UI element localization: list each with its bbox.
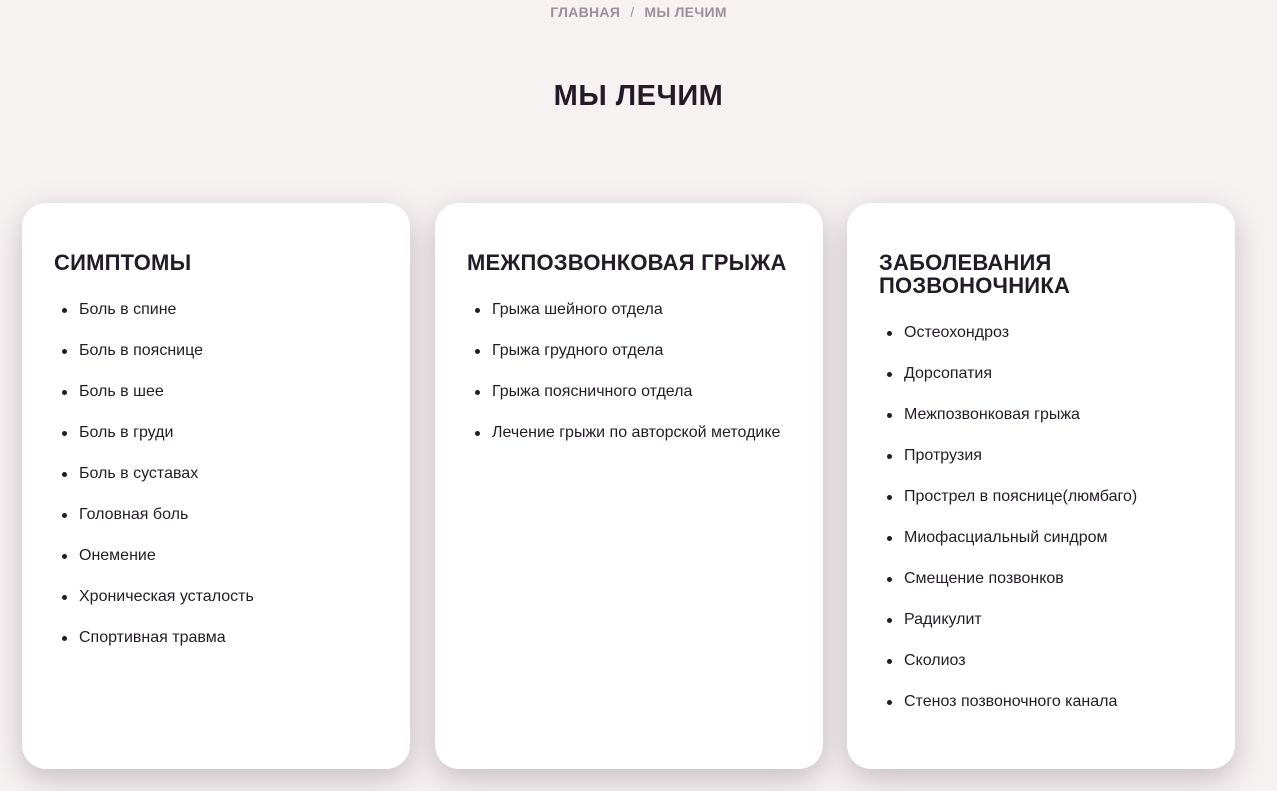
card-list [54,300,390,648]
list-item-link[interactable]: Боль в шее [79,382,390,402]
list-item-link[interactable]: Хроническая усталость [79,587,390,607]
card-title: ЗАБОЛЕВАНИЯ ПОЗВОНОЧНИКА [879,250,1071,298]
list-item-link[interactable]: Радикулит [904,610,1215,630]
list-item-link[interactable]: Боль в пояснице [79,341,390,361]
card-title: МЕЖПОЗВОНКОВАЯ ГРЫЖА [467,250,787,275]
list-item-link[interactable]: Смещение позвонков [904,569,1215,589]
breadcrumb-current: МЫ ЛЕЧИМ [644,4,727,20]
card-symptoms [22,203,410,769]
list-item-link[interactable]: Сколиоз [904,651,1215,671]
list-item-link[interactable]: Миофасциальный синдром [904,528,1215,548]
list-item-link[interactable]: Прострел в пояснице(люмбаго) [904,487,1215,507]
list-item-link[interactable]: Грыжа грудного отдела [492,341,803,361]
page-title: МЫ ЛЕЧИМ [553,80,724,112]
list-item-link[interactable]: Лечение грыжи по авторской методике [492,423,803,443]
list-item-link[interactable]: Стеноз позвоночного канала [904,692,1215,712]
card-list [879,323,1215,712]
list-item-link[interactable]: Грыжа шейного отдела [492,300,803,320]
breadcrumb [0,4,1277,20]
breadcrumb-home-link[interactable]: ГЛАВНАЯ [550,4,621,20]
card-list [467,300,803,443]
list-item-link[interactable]: Межпозвонковая грыжа [904,405,1215,425]
breadcrumb-separator: / [630,4,635,20]
list-item-link[interactable]: Спортивная травма [79,628,390,648]
list-item-link[interactable]: Остеохондроз [904,323,1215,343]
card-spine-diseases [847,203,1235,769]
card-hernia [435,203,823,769]
list-item-link[interactable]: Боль в груди [79,423,390,443]
list-item-link[interactable]: Онемение [79,546,390,566]
list-item-link[interactable]: Головная боль [79,505,390,525]
list-item-link[interactable]: Грыжа поясничного отдела [492,382,803,402]
list-item-link[interactable]: Протрузия [904,446,1215,466]
list-item-link[interactable]: Дорсопатия [904,364,1215,384]
list-item-link[interactable]: Боль в спине [79,300,390,320]
list-item-link[interactable]: Боль в суставах [79,464,390,484]
card-title: СИМПТОМЫ [54,250,192,275]
